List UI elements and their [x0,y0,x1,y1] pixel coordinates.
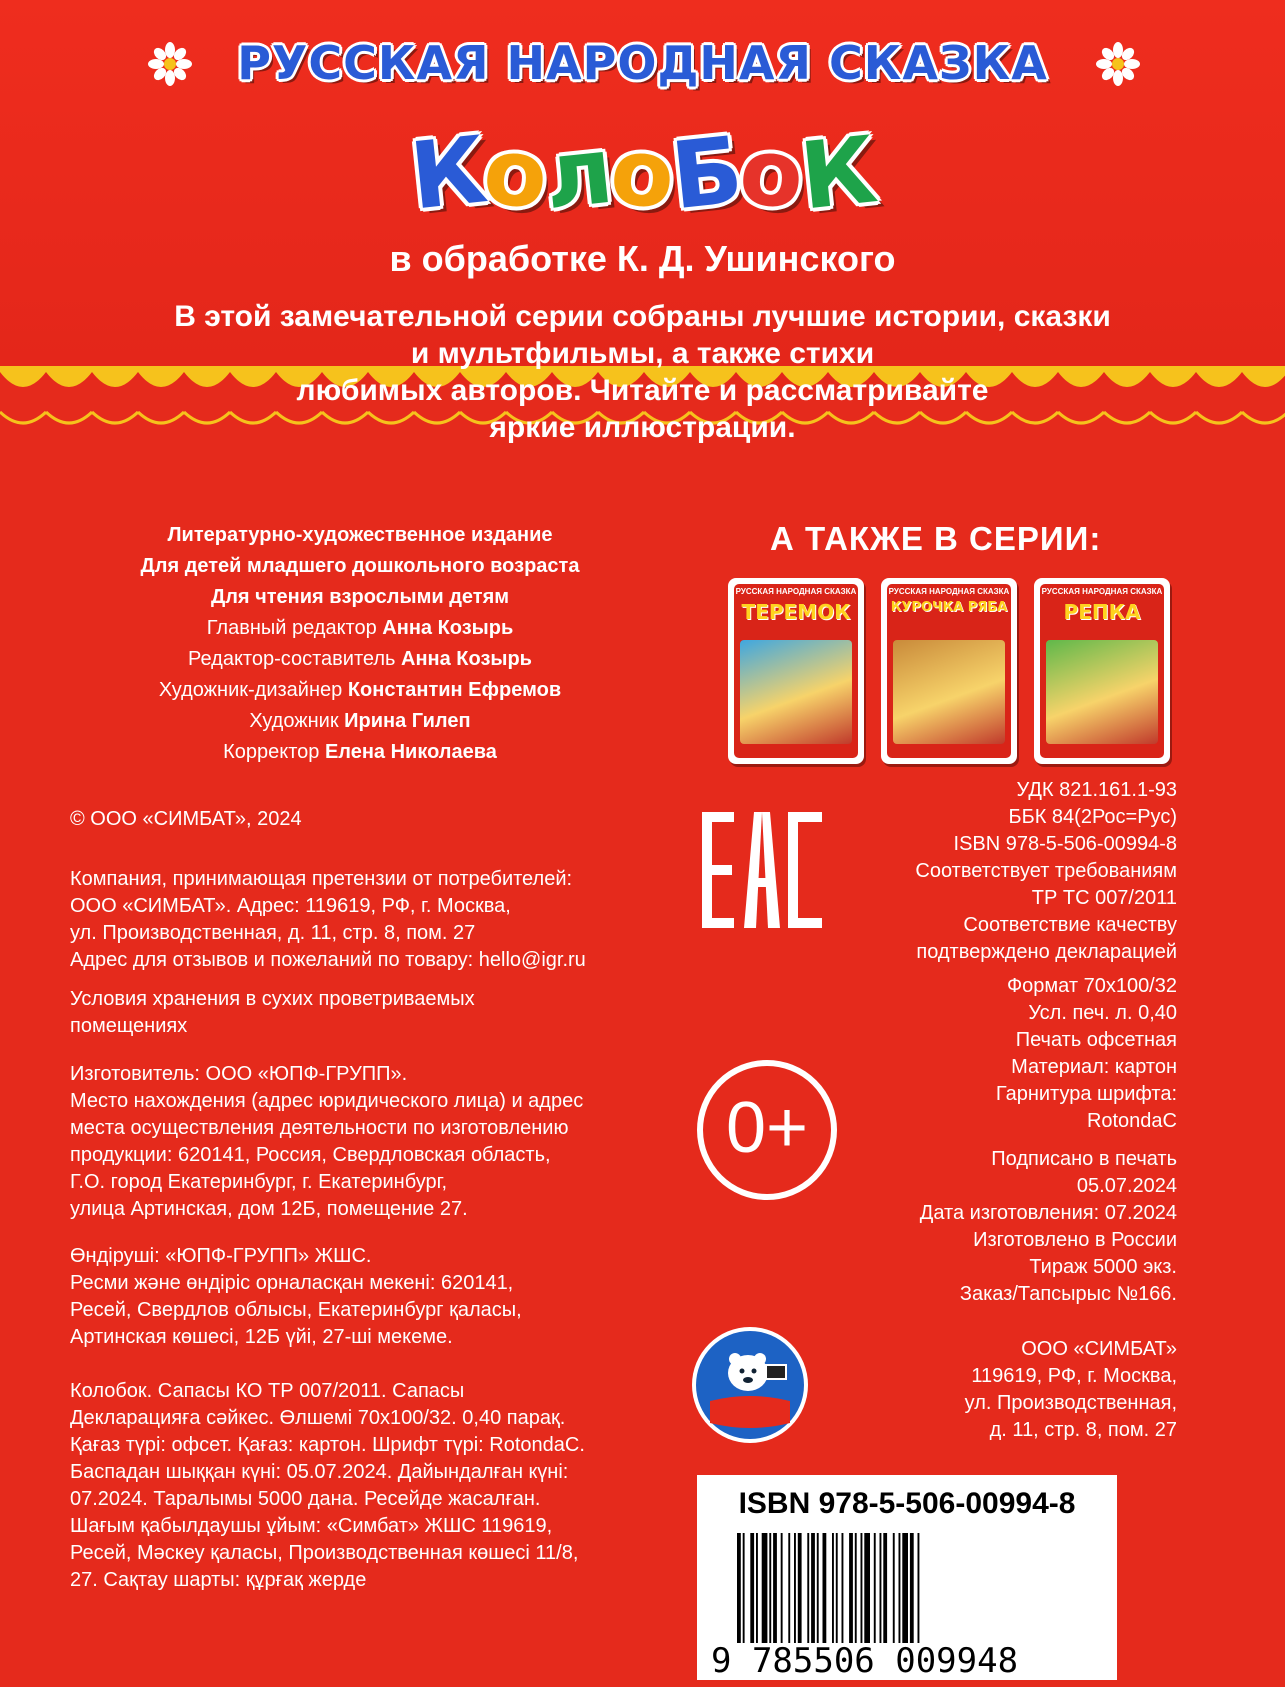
barcode-bar [893,1533,895,1643]
series-book-cover [728,578,864,764]
info-line: Қағаз түрі: офсет. Қағаз: картон. Шрифт түрі: RotondaC. [70,1434,585,1456]
cover-series-label: РУССКАЯ НАРОДНАЯ СКАЗКА [735,587,857,596]
info-line: Подписано в печать [991,1148,1177,1170]
staff-role: Художник-дизайнер [158,679,348,701]
barcode-bar [918,1533,920,1643]
info-line: 27. Сақтау шарты: құрғақ жерде [70,1569,367,1591]
cover-title: ТЕРЕМОК [741,600,851,624]
barcode-bar [743,1533,745,1643]
info-line: Баспадан шыққан күні: 05.07.2024. Дайындалған күні: [70,1461,569,1483]
staff-role: Художник [249,710,345,732]
cover-series-label: РУССКАЯ НАРОДНАЯ СКАЗКА [1041,587,1163,596]
info-line: Печать офсетная [1015,1029,1177,1051]
info-line: ББК 84(2Рос=Рус) [1008,806,1177,828]
series-book-cover [1034,578,1170,764]
info-line: Декларацияға сәйкес. Өлшемі 70х100/32. 0,40 парақ. [70,1407,566,1429]
barcode-bar [823,1533,827,1643]
info-line: Место нахождения (адрес юридического лица) и адрес [70,1090,584,1112]
info-line: © ООО «СИМБАТ», 2024 [70,808,302,830]
cover-series-label: РУССКАЯ НАРОДНАЯ СКАЗКА [888,587,1010,596]
cover-illustration [893,640,1005,744]
info-line: Ресей, Свердлов облысы, Екатеринбург қаласы, [70,1299,522,1321]
info-line: места осуществления деятельности по изготовлению [70,1117,569,1139]
info-line: Компания, принимающая претензии от потребителей: [70,868,573,890]
info-line: Заказ/Тапсырыс №166. [959,1283,1177,1305]
staff-line [70,737,650,768]
barcode-digits: 9 785506 009948 [711,1641,1019,1681]
info-line: 119619, РФ, г. Москва, [971,1365,1177,1387]
also-in-series-heading: А ТАКЖЕ В СЕРИИ: [770,520,1102,557]
barcode-bar [899,1533,901,1643]
age-rating-badge: 0+ [697,1060,837,1200]
staff-role: Редактор-составитель [188,648,401,670]
book-title-letter: о [734,117,807,230]
barcode-bar [883,1533,887,1643]
book-title-letter: К [405,116,490,231]
cover-illustration [1046,640,1158,744]
info-line: Усл. печ. л. 0,40 [1028,1002,1177,1024]
info-line: Соответствует требованиям [915,860,1177,882]
info-line: ISBN 978-5-506-00994-8 [953,833,1177,855]
info-line: Изготовлено в России [973,1229,1177,1251]
barcode-bar [832,1533,834,1643]
series-title: РУССКАЯ НАРОДНАЯ СКАЗКА [237,36,1048,90]
info-line: 07.2024. Таралымы 5000 дана. Ресейде жасалған. [70,1488,541,1510]
staff-role: Главный редактор [206,617,383,639]
info-line: подтверждено декларацией [916,941,1177,963]
barcode-bar [769,1533,771,1643]
barcode-bar [874,1533,876,1643]
left-info-block [70,1061,710,1223]
info-line: УДК 821.161.1-93 [1016,779,1177,801]
barcode-bar [855,1533,857,1643]
barcode-bar [737,1533,741,1643]
blurb-line: любимых авторов. Читайте и рассматривайте [296,374,989,407]
barcode-icon [737,1533,1087,1643]
book-subtitle: в обработке К. Д. Ушинского [389,238,896,279]
info-line: Артинская көшесі, 12Б үйі, 27-ші мекеме. [70,1326,453,1348]
edition-line: Для детей младшего дошкольного возраста [140,555,580,577]
info-line: Ресей, Мәскеу қаласы, Производственная көшесі 11/8, [70,1542,579,1564]
staff-name: Елена Николаева [324,741,497,763]
barcode-bar [807,1533,809,1643]
barcode-bar [836,1533,838,1643]
barcode-bar [861,1533,863,1643]
info-line: Адрес для отзывов и пожеланий по товару: hello@igr.ru [70,949,586,971]
staff-name: Ирина Гилеп [344,710,471,732]
barcode-bar [880,1533,882,1643]
cover-title: КУРОЧКА РЯБА [890,600,1008,615]
series-covers [728,578,1178,768]
book-title-letter: К [795,116,880,231]
left-info-block [70,1243,710,1351]
info-line: ул. Производственная, д. 11, стр. 8, пом. 27 [70,922,476,944]
barcode-bar [781,1533,783,1643]
info-line: ТР ТС 007/2011 [1031,887,1177,909]
right-info-block [797,1336,1177,1444]
info-line: Ресми және өндіріс орналасқан мекені: 620141, [70,1272,514,1294]
barcode-bar [750,1533,754,1643]
cover-illustration [740,640,852,744]
cover-title: РЕПКА [1063,600,1141,624]
barcode-bar [902,1533,908,1643]
book-title-letter: л [539,116,616,231]
book-title [0,116,1285,231]
info-line: Дата изготовления: 07.2024 [919,1202,1177,1224]
credits-block [70,520,650,768]
barcode-bar [762,1533,768,1643]
left-info-block [70,1378,710,1594]
barcode-panel [697,1475,1117,1680]
info-line: ООО «СИМБАТ» [1021,1338,1177,1360]
info-line: Тираж 5000 экз. [1029,1256,1177,1278]
barcode-bar [849,1533,853,1643]
barcode-bar [811,1533,815,1643]
left-info-block [70,986,710,1040]
edition-line: Для чтения взрослыми детям [210,586,510,608]
left-info-block [70,866,710,974]
blurb-line: яркие иллюстрации. [489,411,796,444]
left-info-block [70,806,710,833]
info-line: улица Артинская, дом 12Б, помещение 27. [70,1198,468,1220]
barcode-bar [910,1533,914,1643]
edition-line: Литературно-художественное издание [167,524,553,546]
right-info-block [797,973,1177,1135]
info-line: Формат 70х100/32 [1006,975,1177,997]
staff-line [70,706,650,737]
barcode-bar [788,1533,790,1643]
info-line: ул. Производственная, [964,1392,1177,1414]
right-info-block [797,777,1177,966]
info-line: 05.07.2024 [1076,1175,1177,1197]
info-line: Өндіруші: «ЮПФ-ГРУПП» ЖШС. [70,1245,372,1267]
info-line: помещениях [70,1015,188,1037]
barcode-isbn: ISBN 978-5-506-00994-8 [738,1487,1076,1520]
book-title-letter: о [605,117,678,230]
barcode-bar [842,1533,844,1643]
barcode-bar [773,1533,777,1643]
info-line: Условия хранения в сухих проветриваемых [70,988,475,1010]
info-line: Г.О. город Екатеринбург, г. Екатеринбург, [70,1171,448,1193]
info-line: Колобок. Сапасы КО ТР 007/2011. Сапасы [70,1380,465,1402]
series-blurb [60,298,1225,446]
barcode-bar [817,1533,819,1643]
info-line: Материал: картон [1011,1056,1177,1078]
info-line: Изготовитель: ООО «ЮПФ-ГРУПП». [70,1063,408,1085]
eac-mark-icon [700,810,825,930]
info-line: Соответствие качеству [963,914,1177,936]
book-title-letter: Б [666,116,746,231]
info-line: Шағым қабылдаушы ұйым: «Симбат» ЖШС 119619, [70,1515,553,1537]
info-line: ООО «СИМБАТ». Адрес: 119619, РФ, г. Москва, [70,895,511,917]
umka-logo-icon [690,1325,810,1445]
info-line: RotondaC [1086,1110,1177,1132]
staff-line [70,613,650,644]
barcode-bar [794,1533,796,1643]
staff-role: Корректор [223,741,325,763]
staff-line [70,675,650,706]
info-line: Гарнитура шрифта: [995,1083,1177,1105]
staff-name: Анна Козырь [401,648,532,670]
barcode-bar [756,1533,758,1643]
blurb-line: и мультфильмы, а также стихи [410,337,875,370]
staff-name: Анна Козырь [382,617,514,639]
staff-line [70,644,650,675]
blurb-line: В этой замечательной серии собраны лучшие истории, сказки [174,300,1111,333]
info-line: д. 11, стр. 8, пом. 27 [989,1419,1177,1441]
book-title-letter: о [478,117,551,230]
barcode-bar [798,1533,802,1643]
info-line: продукции: 620141, Россия, Свердловская область, [70,1144,551,1166]
staff-name: Константин Ефремов [347,679,562,701]
series-book-cover [881,578,1017,764]
barcode-bar [864,1533,870,1643]
right-info-block [797,1146,1177,1308]
